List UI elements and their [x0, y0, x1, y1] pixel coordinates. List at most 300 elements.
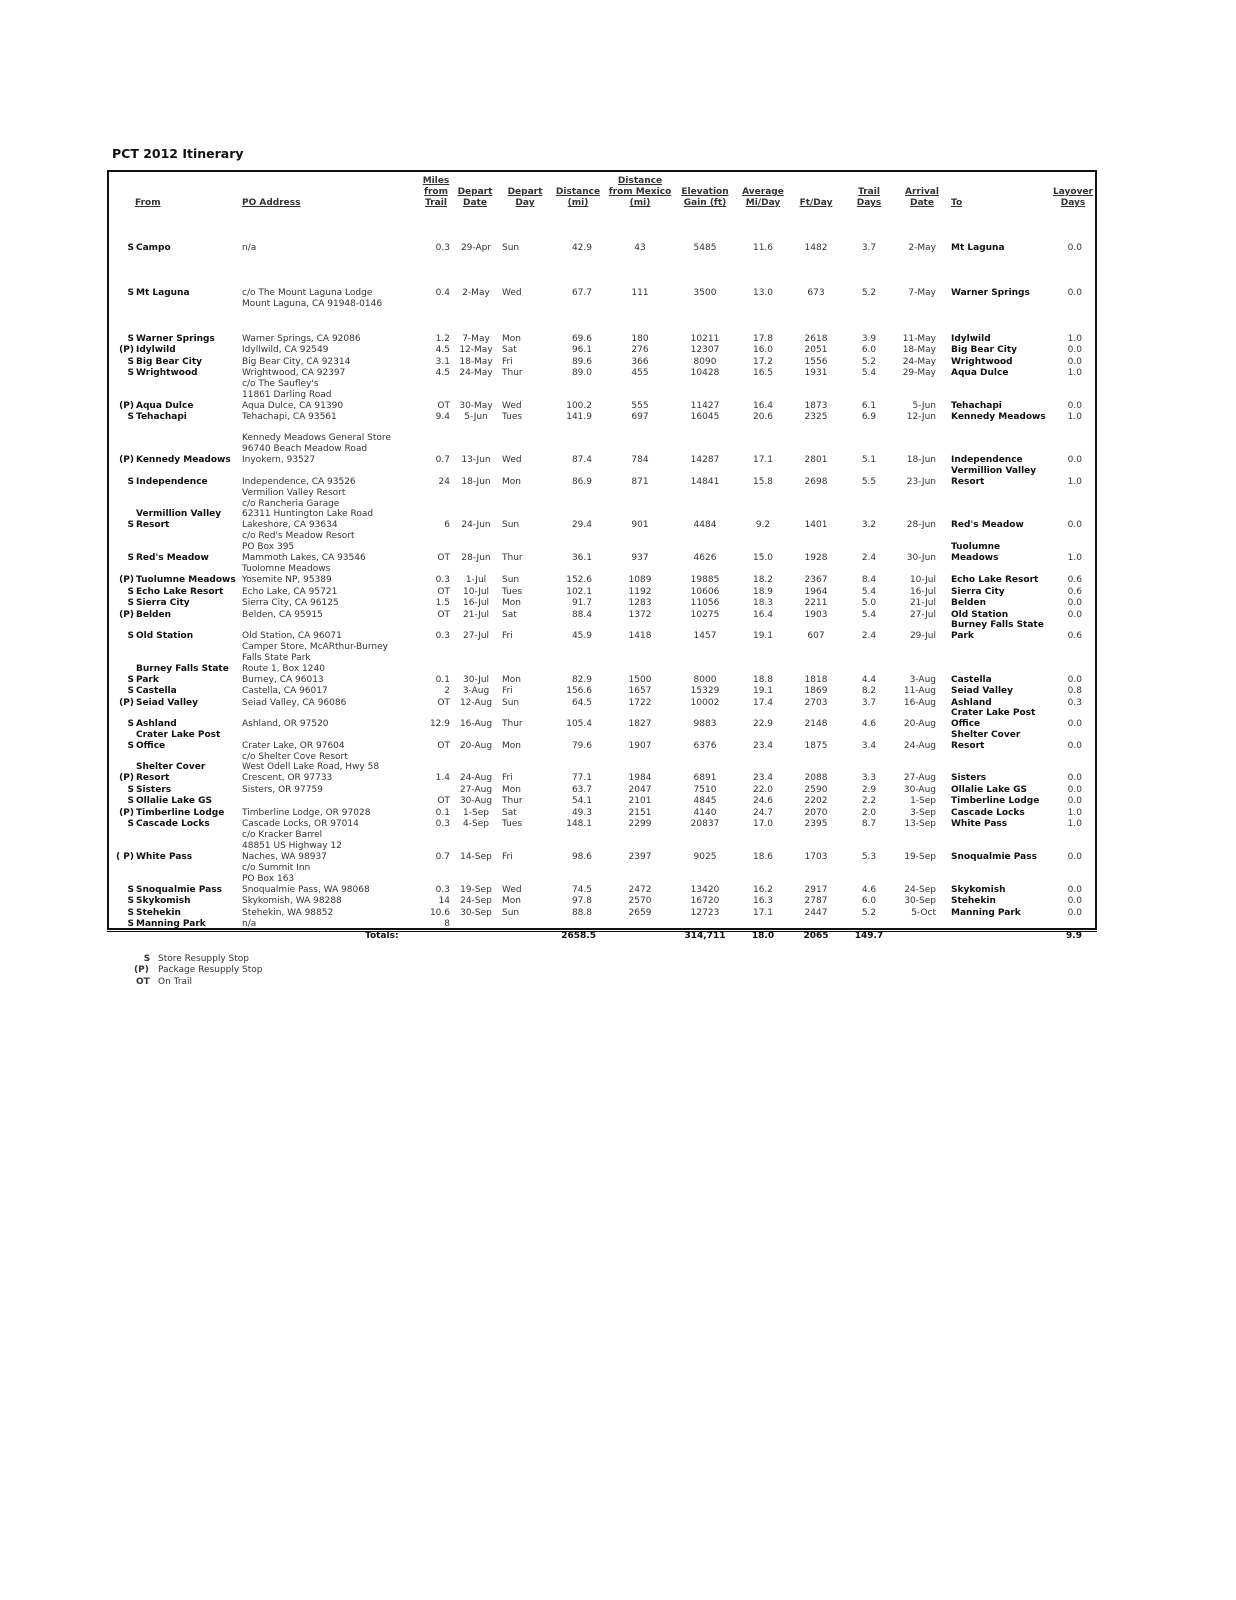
po-address-line: Castella, CA 96017	[242, 686, 328, 696]
arrival-date: 30-Jun	[906, 553, 936, 563]
elevation-gain: 12307	[690, 345, 720, 355]
arrival-date: 7-May	[908, 288, 936, 298]
depart-date: 30-Aug	[459, 796, 493, 806]
depart-day: Sun	[502, 908, 520, 918]
po-address-line: Stehekin, WA 98852	[242, 908, 334, 918]
resupply-type-marker: (P)	[119, 698, 134, 708]
from-location: Seiad Valley	[136, 698, 199, 708]
distance: 88.4	[571, 610, 592, 620]
resupply-type-marker: (P)	[119, 808, 134, 818]
depart-day: Sat	[502, 808, 517, 818]
resupply-type-marker: ( P)	[116, 852, 134, 862]
trail-days: 8.7	[861, 819, 877, 829]
to-location: Snoqualmie Pass	[951, 852, 1037, 862]
depart-day: Sat	[502, 610, 517, 620]
trail-days: 2.2	[861, 796, 877, 806]
average-mi-day: 18.6	[752, 852, 774, 862]
trail-days: 8.2	[861, 686, 877, 696]
header-line: Gain (ft)	[683, 198, 727, 208]
elevation-gain: 9883	[693, 719, 717, 729]
layover-days: 0.0	[1067, 288, 1082, 298]
header-line: Days	[856, 198, 882, 208]
depart-date: 2-May	[462, 288, 490, 298]
average-mi-day: 16.4	[752, 401, 774, 411]
trail-days: 2.4	[861, 553, 877, 563]
average-mi-day: 24.7	[752, 808, 774, 818]
header-line: Depart	[507, 187, 543, 197]
layover-days: 0.0	[1067, 719, 1082, 729]
ft-day: 1928	[804, 553, 828, 563]
elevation-gain: 4484	[693, 520, 717, 530]
elevation-gain: 7510	[693, 785, 717, 795]
average-mi-day: 20.6	[752, 412, 774, 422]
header-depart-date	[455, 187, 495, 209]
from-location: Sierra City	[136, 598, 190, 608]
header-trail-days	[852, 187, 886, 209]
elevation-gain: 10428	[690, 368, 720, 378]
average-mi-day: 17.4	[752, 698, 774, 708]
layover-days: 0.0	[1067, 885, 1082, 895]
resupply-type-marker: (P)	[119, 575, 134, 585]
average-mi-day: 17.8	[752, 334, 774, 344]
layover-days: 0.6	[1067, 631, 1082, 641]
arrival-date: 12-Jun	[906, 412, 936, 422]
from-location: Skykomish	[136, 896, 191, 906]
distance-from-mexico: 1283	[628, 598, 652, 608]
depart-date: 29-Apr	[460, 243, 492, 253]
depart-day: Mon	[502, 741, 521, 751]
to-location: Resort	[951, 741, 985, 751]
po-address-line: Mount Laguna, CA 91948-0146	[242, 299, 383, 309]
distance-from-mexico: 2659	[628, 908, 652, 918]
layover-days: 0.0	[1067, 598, 1082, 608]
trail-days: 4.4	[861, 675, 877, 685]
po-address-line: Ashland, OR 97520	[242, 719, 329, 729]
elevation-gain: 10275	[690, 610, 720, 620]
trail-days: 2.9	[861, 785, 877, 795]
resupply-type-marker: (P)	[119, 345, 134, 355]
distance: 89.0	[571, 368, 592, 378]
layover-days: 0.3	[1067, 698, 1082, 708]
depart-date: 24-Sep	[460, 896, 492, 906]
elevation-gain: 11056	[690, 598, 720, 608]
average-mi-day: 24.6	[752, 796, 774, 806]
depart-day: Thur	[502, 553, 523, 563]
depart-date: 3-Aug	[462, 686, 490, 696]
distance: 96.1	[571, 345, 592, 355]
to-location: Office	[951, 719, 981, 729]
arrival-date: 29-Jul	[909, 631, 936, 641]
layover-days: 1.0	[1067, 334, 1082, 344]
distance: 29.4	[571, 520, 592, 530]
layover-days: 0.0	[1067, 773, 1082, 783]
to-location: Stehekin	[951, 896, 996, 906]
distance-from-mexico: 1372	[628, 610, 652, 620]
resupply-type-marker: S	[127, 243, 134, 253]
miles-from-trail: 24	[438, 477, 450, 487]
layover-days: 1.0	[1067, 412, 1082, 422]
distance: 49.3	[571, 808, 592, 818]
depart-day: Thur	[502, 368, 523, 378]
to-location: Wrightwood	[951, 357, 1013, 367]
ft-day: 2202	[804, 796, 828, 806]
depart-day: Fri	[502, 631, 513, 641]
layover-days: 0.0	[1067, 852, 1082, 862]
arrival-date: 10-Jul	[909, 575, 936, 585]
trail-days: 3.9	[861, 334, 877, 344]
depart-date: 20-Aug	[459, 741, 493, 751]
elevation-gain: 14287	[690, 455, 720, 465]
to-location: Skykomish	[951, 885, 1006, 895]
po-address-line: Crescent, OR 97733	[242, 773, 333, 783]
header-depart-day	[503, 187, 547, 209]
miles-from-trail: 0.4	[435, 288, 450, 298]
ft-day: 1964	[804, 587, 828, 597]
arrival-date: 18-May	[902, 345, 936, 355]
from-location: Sisters	[136, 785, 172, 795]
layover-days: 1.0	[1067, 477, 1082, 487]
miles-from-trail: OT	[437, 401, 450, 411]
header-distance	[552, 187, 604, 209]
to-location: Echo Lake Resort	[951, 575, 1039, 585]
resupply-type-marker: S	[127, 885, 134, 895]
layover-days: 0.0	[1067, 741, 1082, 751]
layover-days: 0.0	[1067, 675, 1082, 685]
miles-from-trail: 6	[444, 520, 450, 530]
to-location: Manning Park	[951, 908, 1021, 918]
po-address-line: Seiad Valley, CA 96086	[242, 698, 347, 708]
to-location: Kennedy Meadows	[951, 412, 1046, 422]
trail-days: 6.0	[861, 896, 877, 906]
po-address-line: Route 1, Box 1240	[242, 664, 325, 674]
elevation-gain: 4626	[693, 553, 717, 563]
elevation-gain: 1457	[693, 631, 717, 641]
arrival-date: 21-Jul	[909, 598, 936, 608]
from-location: Shelter Cover	[136, 762, 206, 772]
ft-day: 2590	[804, 785, 828, 795]
depart-day: Sun	[502, 575, 520, 585]
arrival-date: 27-Aug	[903, 773, 936, 783]
ft-day: 2367	[804, 575, 828, 585]
po-address-line: Kennedy Meadows General Store	[242, 433, 391, 443]
average-mi-day: 17.1	[752, 908, 774, 918]
po-address-line: PO Box 163	[242, 874, 295, 884]
header-line: Trail	[858, 187, 880, 197]
layover-days: 0.0	[1067, 610, 1082, 620]
to-location: Old Station	[951, 610, 1009, 620]
header-line: Trail	[425, 198, 447, 208]
header-arrival-date	[900, 187, 944, 209]
depart-date: 24-May	[459, 368, 493, 378]
miles-from-trail: 12.9	[429, 719, 450, 729]
distance-from-mexico: 455	[631, 368, 649, 378]
to-location: Big Bear City	[951, 345, 1017, 355]
ft-day: 2395	[804, 819, 828, 829]
distance: 74.5	[571, 885, 592, 895]
from-location: Big Bear City	[136, 357, 202, 367]
to-location: Burney Falls State	[951, 620, 1044, 630]
arrival-date: 20-Aug	[903, 719, 936, 729]
average-mi-day: 19.1	[752, 686, 774, 696]
ft-day: 2070	[804, 808, 828, 818]
from-location: Mt Laguna	[136, 288, 190, 298]
header-to: To	[951, 198, 963, 208]
depart-day: Mon	[502, 334, 521, 344]
miles-from-trail: 0.3	[435, 243, 450, 253]
distance-from-mexico: 1827	[628, 719, 652, 729]
layover-days: 1.0	[1067, 808, 1082, 818]
ft-day: 1482	[804, 243, 828, 253]
layover-days: 0.0	[1067, 796, 1082, 806]
trail-days: 4.6	[861, 719, 877, 729]
ft-day: 1818	[804, 675, 828, 685]
trail-days: 6.0	[861, 345, 877, 355]
header-layover-days	[1050, 187, 1096, 209]
layover-days: 0.0	[1067, 243, 1082, 253]
resupply-type-marker: S	[127, 357, 134, 367]
distance: 36.1	[571, 553, 592, 563]
layover-days: 0.8	[1067, 686, 1082, 696]
legend-label: Store Resupply Stop	[158, 954, 250, 964]
depart-date: 21-Jul	[462, 610, 490, 620]
trail-days: 5.3	[861, 852, 877, 862]
to-location: Tuolumne	[951, 542, 1001, 552]
average-mi-day: 17.0	[752, 819, 774, 829]
ft-day: 607	[807, 631, 825, 641]
header-line: Mi/Day	[745, 198, 781, 208]
trail-days: 8.4	[861, 575, 877, 585]
miles-from-trail: 8	[444, 919, 450, 929]
layover-days: 0.0	[1067, 520, 1082, 530]
distance: 152.6	[566, 575, 592, 585]
arrival-date: 30-Aug	[903, 785, 936, 795]
layover-days: 0.0	[1067, 785, 1082, 795]
legend-label: Package Resupply Stop	[158, 965, 263, 975]
depart-day: Mon	[502, 477, 521, 487]
from-location: Old Station	[136, 631, 194, 641]
resupply-type-marker: (P)	[119, 610, 134, 620]
arrival-date: 2-May	[908, 243, 936, 253]
distance-from-mexico: 784	[631, 455, 649, 465]
average-mi-day: 18.9	[752, 587, 774, 597]
distance-from-mexico: 1657	[628, 686, 652, 696]
elevation-gain: 9025	[693, 852, 717, 862]
trail-days: 5.4	[861, 587, 877, 597]
arrival-date: 30-Sep	[904, 896, 936, 906]
distance: 89.6	[571, 357, 592, 367]
header-line: Miles	[422, 176, 450, 186]
depart-date: 27-Jul	[462, 631, 490, 641]
ft-day: 2325	[804, 412, 828, 422]
resupply-type-marker: S	[127, 719, 134, 729]
depart-date: 30-May	[459, 401, 493, 411]
elevation-gain: 4140	[693, 808, 717, 818]
resupply-type-marker: S	[127, 553, 134, 563]
po-address-line: Big Bear City, CA 92314	[242, 357, 351, 367]
po-address-line: c/o The Saufley's	[242, 379, 319, 389]
po-address-line: Camper Store, McARthur-Burney	[242, 642, 388, 652]
ft-day: 2148	[804, 719, 828, 729]
resupply-type-marker: S	[127, 785, 134, 795]
average-mi-day: 15.0	[752, 553, 774, 563]
elevation-gain: 15329	[690, 686, 720, 696]
header-average-mi-day	[738, 187, 788, 209]
depart-date: 1-Sep	[463, 808, 489, 818]
layover-days: 0.0	[1067, 455, 1082, 465]
from-location: Ashland	[136, 719, 177, 729]
distance: 87.4	[571, 455, 592, 465]
header-ft-day: Ft/Day	[799, 198, 833, 208]
ft-day: 2917	[804, 885, 828, 895]
distance-from-mexico: 111	[631, 288, 649, 298]
ft-day: 1869	[804, 686, 828, 696]
po-address-line: Independence, CA 93526	[242, 477, 356, 487]
ft-day: 1401	[804, 520, 828, 530]
distance-from-mexico: 2472	[628, 885, 652, 895]
to-location: Belden	[951, 598, 987, 608]
to-location: Seiad Valley	[951, 686, 1014, 696]
distance-from-mexico: 276	[631, 345, 649, 355]
miles-from-trail: OT	[437, 741, 450, 751]
header-line: Days	[1060, 198, 1086, 208]
depart-date: 30-Jul	[462, 675, 490, 685]
po-address-line: Idyllwild, CA 92549	[242, 345, 329, 355]
distance: 86.9	[571, 477, 592, 487]
trail-days: 2.4	[861, 631, 877, 641]
ft-day: 2618	[804, 334, 828, 344]
distance-from-mexico: 1984	[628, 773, 652, 783]
distance-from-mexico: 937	[631, 553, 649, 563]
trail-days: 5.2	[861, 908, 877, 918]
arrival-date: 18-Jun	[906, 455, 936, 465]
po-address-line: Tuolomne Meadows	[242, 564, 331, 574]
legend-symbol: S	[143, 954, 151, 964]
depart-day: Wed	[502, 401, 522, 411]
po-address-line: 96740 Beach Meadow Road	[242, 444, 368, 454]
depart-date: 16-Jul	[462, 598, 490, 608]
trail-days: 6.1	[861, 401, 877, 411]
po-address-line: c/o The Mount Laguna Lodge	[242, 288, 373, 298]
trail-days: 3.7	[861, 698, 877, 708]
arrival-date: 29-May	[902, 368, 936, 378]
average-mi-day: 16.3	[752, 896, 774, 906]
to-location: Idylwild	[951, 334, 991, 344]
distance: 97.8	[571, 896, 592, 906]
arrival-date: 1-Sep	[910, 796, 936, 806]
arrival-date: 5-Oct	[911, 908, 936, 918]
from-location: Echo Lake Resort	[136, 587, 224, 597]
average-mi-day: 22.9	[752, 719, 774, 729]
po-address-line: Mammoth Lakes, CA 93546	[242, 553, 366, 563]
layover-days: 1.0	[1067, 553, 1082, 563]
ft-day: 1931	[804, 368, 828, 378]
arrival-date: 27-Jul	[909, 610, 936, 620]
average-mi-day: 16.4	[752, 610, 774, 620]
average-mi-day: 18.2	[752, 575, 774, 585]
to-location: Vermillion Valley	[951, 466, 1037, 476]
arrival-date: 3-Sep	[910, 808, 936, 818]
to-location: Independence	[951, 455, 1023, 465]
miles-from-trail: 0.3	[435, 575, 450, 585]
po-address-line: Belden, CA 95915	[242, 610, 323, 620]
to-location: Sierra City	[951, 587, 1005, 597]
trail-days: 3.3	[861, 773, 877, 783]
depart-date: 18-Jun	[461, 477, 491, 487]
elevation-gain: 3500	[693, 288, 717, 298]
ft-day: 2211	[804, 598, 828, 608]
depart-day: Mon	[502, 896, 521, 906]
depart-date: 30-Sep	[460, 908, 492, 918]
miles-from-trail: 1.4	[435, 773, 450, 783]
depart-day: Fri	[502, 773, 513, 783]
resupply-type-marker: S	[127, 412, 134, 422]
po-address-line: Yosemite NP, 95389	[242, 575, 332, 585]
miles-from-trail: 10.6	[429, 908, 450, 918]
totals-avg-mi-day: 18.0	[751, 931, 775, 941]
depart-day: Mon	[502, 675, 521, 685]
resupply-type-marker: (P)	[119, 401, 134, 411]
header-distance-from-mexico	[606, 176, 674, 209]
elevation-gain: 4845	[693, 796, 717, 806]
distance-from-mexico: 901	[631, 520, 649, 530]
po-address-line: Inyokern, 93527	[242, 455, 316, 465]
po-address-line: n/a	[242, 243, 257, 253]
trail-days: 3.4	[861, 741, 877, 751]
totals-elevation-gain: 314,711	[684, 931, 726, 941]
from-location: Warner Springs	[136, 334, 215, 344]
distance: 156.6	[566, 686, 592, 696]
average-mi-day: 19.1	[752, 631, 774, 641]
depart-day: Thur	[502, 796, 523, 806]
depart-day: Mon	[502, 598, 521, 608]
distance: 79.6	[571, 741, 592, 751]
depart-date: 19-Sep	[460, 885, 492, 895]
header-line: Layover	[1053, 187, 1093, 197]
distance-from-mexico: 2397	[628, 852, 652, 862]
miles-from-trail: 0.3	[435, 819, 450, 829]
po-address-line: c/o Summit Inn	[242, 863, 311, 873]
depart-day: Tues	[502, 412, 523, 422]
miles-from-trail: OT	[437, 587, 450, 597]
legend-symbol: (P)	[134, 965, 149, 975]
distance-from-mexico: 871	[631, 477, 649, 487]
depart-date: 24-Aug	[459, 773, 493, 783]
to-location: Tehachapi	[951, 401, 1002, 411]
distance: 148.1	[566, 819, 592, 829]
ft-day: 1556	[804, 357, 828, 367]
distance: 67.7	[571, 288, 592, 298]
miles-from-trail: 14	[438, 896, 450, 906]
trail-days: 5.4	[861, 610, 877, 620]
arrival-date: 24-May	[902, 357, 936, 367]
header-line: Depart	[457, 187, 493, 197]
resupply-type-marker: S	[127, 477, 134, 487]
depart-date: 28-Jun	[461, 553, 491, 563]
totals-distance: 2658.5	[561, 931, 596, 941]
ft-day: 1873	[804, 401, 828, 411]
distance: 77.1	[571, 773, 592, 783]
po-address-line: 62311 Huntington Lake Road	[242, 509, 374, 519]
resupply-type-marker: S	[127, 896, 134, 906]
from-location: Belden	[136, 610, 172, 620]
distance: 54.1	[571, 796, 592, 806]
to-location: Resort	[951, 477, 985, 487]
resupply-type-marker: S	[127, 686, 134, 696]
layover-days: 0.0	[1067, 896, 1082, 906]
from-location: White Pass	[136, 852, 193, 862]
to-location: Meadows	[951, 553, 999, 563]
po-address-line: Vermilion Valley Resort	[242, 488, 346, 498]
